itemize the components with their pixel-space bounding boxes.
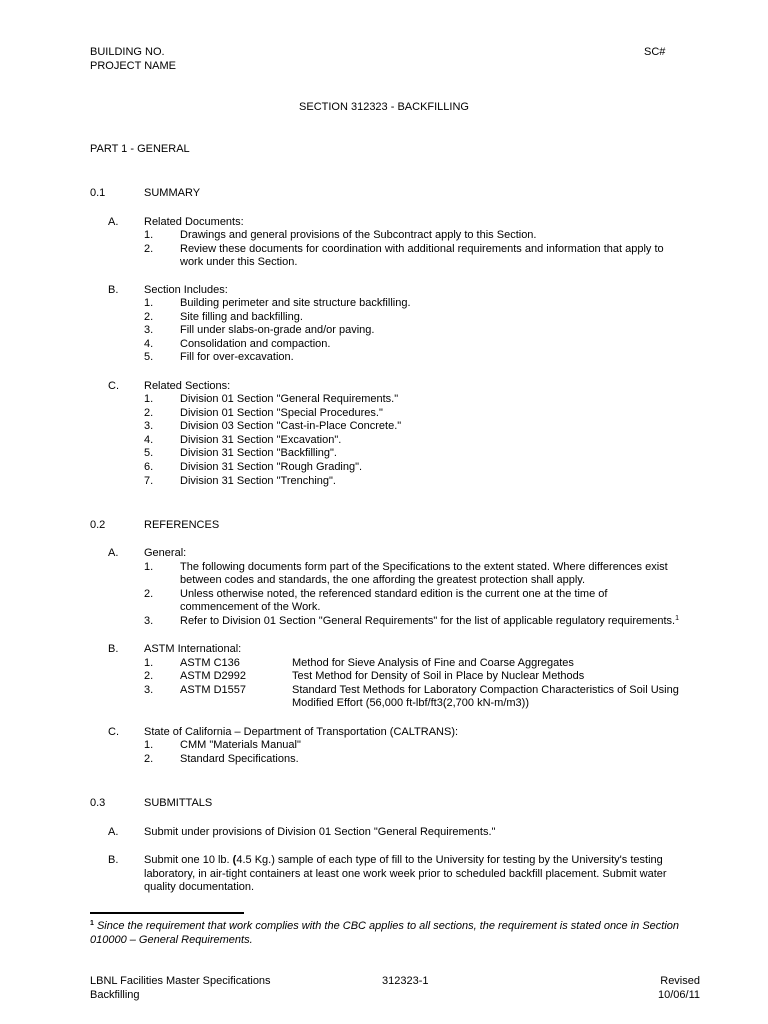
footnote-text: Since the requirement that work complies with the CBC applies to all sections, the requirement is stated once in Section (96, 920, 680, 932)
item-text: CMM "Materials Manual" (180, 739, 301, 751)
item-number: 6. (144, 461, 154, 473)
item-number: 2. (144, 407, 154, 419)
footnote-mark: 1 (90, 920, 94, 927)
section-heading: REFERENCES (144, 519, 220, 531)
article-text-part: Submit one 10 lb. (144, 854, 233, 866)
item-number: 1. (144, 229, 154, 241)
item-number: 5. (144, 447, 154, 459)
item-text: Division 01 Section "Special Procedures." (180, 407, 383, 419)
item-number: 4. (144, 434, 154, 446)
section-number: 0.1 (90, 187, 106, 199)
footer-revised-date: 10/06/11 (657, 989, 700, 1001)
item-number: 2. (144, 243, 154, 255)
standard-title-continued: Modified Effort (56,000 ft-lbf/ft3(2,700 kN-m/m3)) (292, 697, 529, 709)
section-heading: SUMMARY (144, 187, 201, 199)
item-text: Building perimeter and site structure backfilling. (180, 297, 411, 309)
article-letter: B. (108, 643, 119, 655)
footnote-text-continued: 010000 – General Requirements. (90, 934, 253, 946)
standard-title: Test Method for Density of Soil in Place by Nuclear Methods (292, 670, 585, 682)
item-text: Drawings and general provisions of the Subcontract apply to this Section. (180, 229, 537, 241)
section-heading: SUBMITTALS (144, 797, 213, 809)
item-number: 2. (144, 670, 154, 682)
item-number: 3. (144, 324, 154, 336)
item-number: 2. (144, 311, 154, 323)
item-text: Division 31 Section "Trenching". (180, 475, 336, 487)
standard-code: ASTM D2992 (180, 670, 247, 682)
footnote (90, 920, 679, 934)
item-number: 1. (144, 297, 154, 309)
item-text: Division 01 Section "General Requirements." (180, 393, 399, 405)
item-number: 4. (144, 338, 154, 350)
footer-doc-title: LBNL Facilities Master Specifications (90, 975, 271, 987)
article-text-paren: ( (232, 854, 237, 866)
article-text: Submit under provisions of Division 01 Section "General Requirements." (144, 826, 496, 838)
standard-title: Standard Test Methods for Laboratory Compaction Characteristics of Soil Using (292, 684, 679, 696)
item-text: Standard Specifications. (180, 753, 299, 765)
item-text: Site filling and backfilling. (180, 311, 303, 323)
footnote-separator (90, 912, 244, 914)
article-text (144, 854, 663, 868)
article-letter: B. (108, 854, 119, 866)
item-text: Division 31 Section "Excavation". (180, 434, 342, 446)
section-number: 0.2 (90, 519, 106, 531)
article-letter: A. (108, 216, 119, 228)
article-heading: Related Sections: (144, 380, 231, 392)
item-text-body: Refer to Division 01 Section "General Requirements" for the list of applicable regulatory requirements. (180, 615, 676, 627)
article-text-continued: laboratory, in air-tight containers at least one work week prior to scheduled backfill placement. Submit water (144, 868, 667, 880)
standard-code: ASTM C136 (180, 657, 240, 669)
article-heading: Related Documents: (144, 216, 244, 228)
article-heading: General: (144, 547, 187, 559)
item-text: Fill under slabs-on-grade and/or paving. (180, 324, 375, 336)
section-title: SECTION 312323 - BACKFILLING (299, 101, 469, 113)
item-number: 7. (144, 475, 154, 487)
item-text: Unless otherwise noted, the referenced standard edition is the current one at the time of (180, 588, 608, 600)
item-text: Division 31 Section "Rough Grading". (180, 461, 363, 473)
article-heading: State of California – Department of Transportation (CALTRANS): (144, 726, 459, 738)
item-text: Review these documents for coordination with additional requirements and information that apply to (180, 243, 664, 255)
article-heading: ASTM International: (144, 643, 242, 655)
footer-page-number: 312323-1 (382, 975, 429, 987)
article-letter: A. (108, 547, 119, 559)
item-number: 3. (144, 615, 154, 627)
article-letter: C. (108, 380, 119, 392)
item-text: Fill for over-excavation. (180, 351, 294, 363)
standard-title: Method for Sieve Analysis of Fine and Coarse Aggregates (292, 657, 574, 669)
article-text-part: 4.5 Kg.) sample of each type of fill to the University for testing by the University's testing (236, 854, 663, 866)
item-number: 3. (144, 684, 154, 696)
item-text-continued: commencement of the Work. (180, 601, 321, 613)
section-number: 0.3 (90, 797, 106, 809)
item-text: The following documents form part of the Specifications to the extent stated. Where differences exist (180, 561, 668, 573)
item-number: 1. (144, 561, 154, 573)
item-number: 1. (144, 657, 154, 669)
item-text-continued: between codes and standards, the one affording the greatest protection shall apply. (180, 574, 586, 586)
footer-revised-label: Revised (660, 975, 700, 987)
item-number: 1. (144, 739, 154, 751)
header-sc: SC# (644, 46, 666, 58)
article-letter: A. (108, 826, 119, 838)
header-project: PROJECT NAME (90, 60, 176, 72)
item-text: Division 03 Section "Cast-in-Place Concrete." (180, 420, 402, 432)
article-letter: B. (108, 284, 119, 296)
article-heading: Section Includes: (144, 284, 228, 296)
footer-section-name: Backfilling (90, 989, 140, 1001)
item-text-continued: work under this Section. (180, 256, 298, 268)
footnote-reference: 1 (675, 615, 680, 622)
item-number: 1. (144, 393, 154, 405)
article-text-continued: quality documentation. (144, 881, 255, 893)
item-text: Division 31 Section "Backfilling". (180, 447, 337, 459)
article-letter: C. (108, 726, 119, 738)
item-text: Consolidation and compaction. (180, 338, 331, 350)
item-number: 3. (144, 420, 154, 432)
header-building: BUILDING NO. (90, 46, 165, 58)
item-number: 5. (144, 351, 154, 363)
item-number: 2. (144, 588, 154, 600)
part-title: PART 1 - GENERAL (90, 143, 190, 155)
standard-code: ASTM D1557 (180, 684, 247, 696)
item-text (180, 615, 679, 629)
item-number: 2. (144, 753, 154, 765)
